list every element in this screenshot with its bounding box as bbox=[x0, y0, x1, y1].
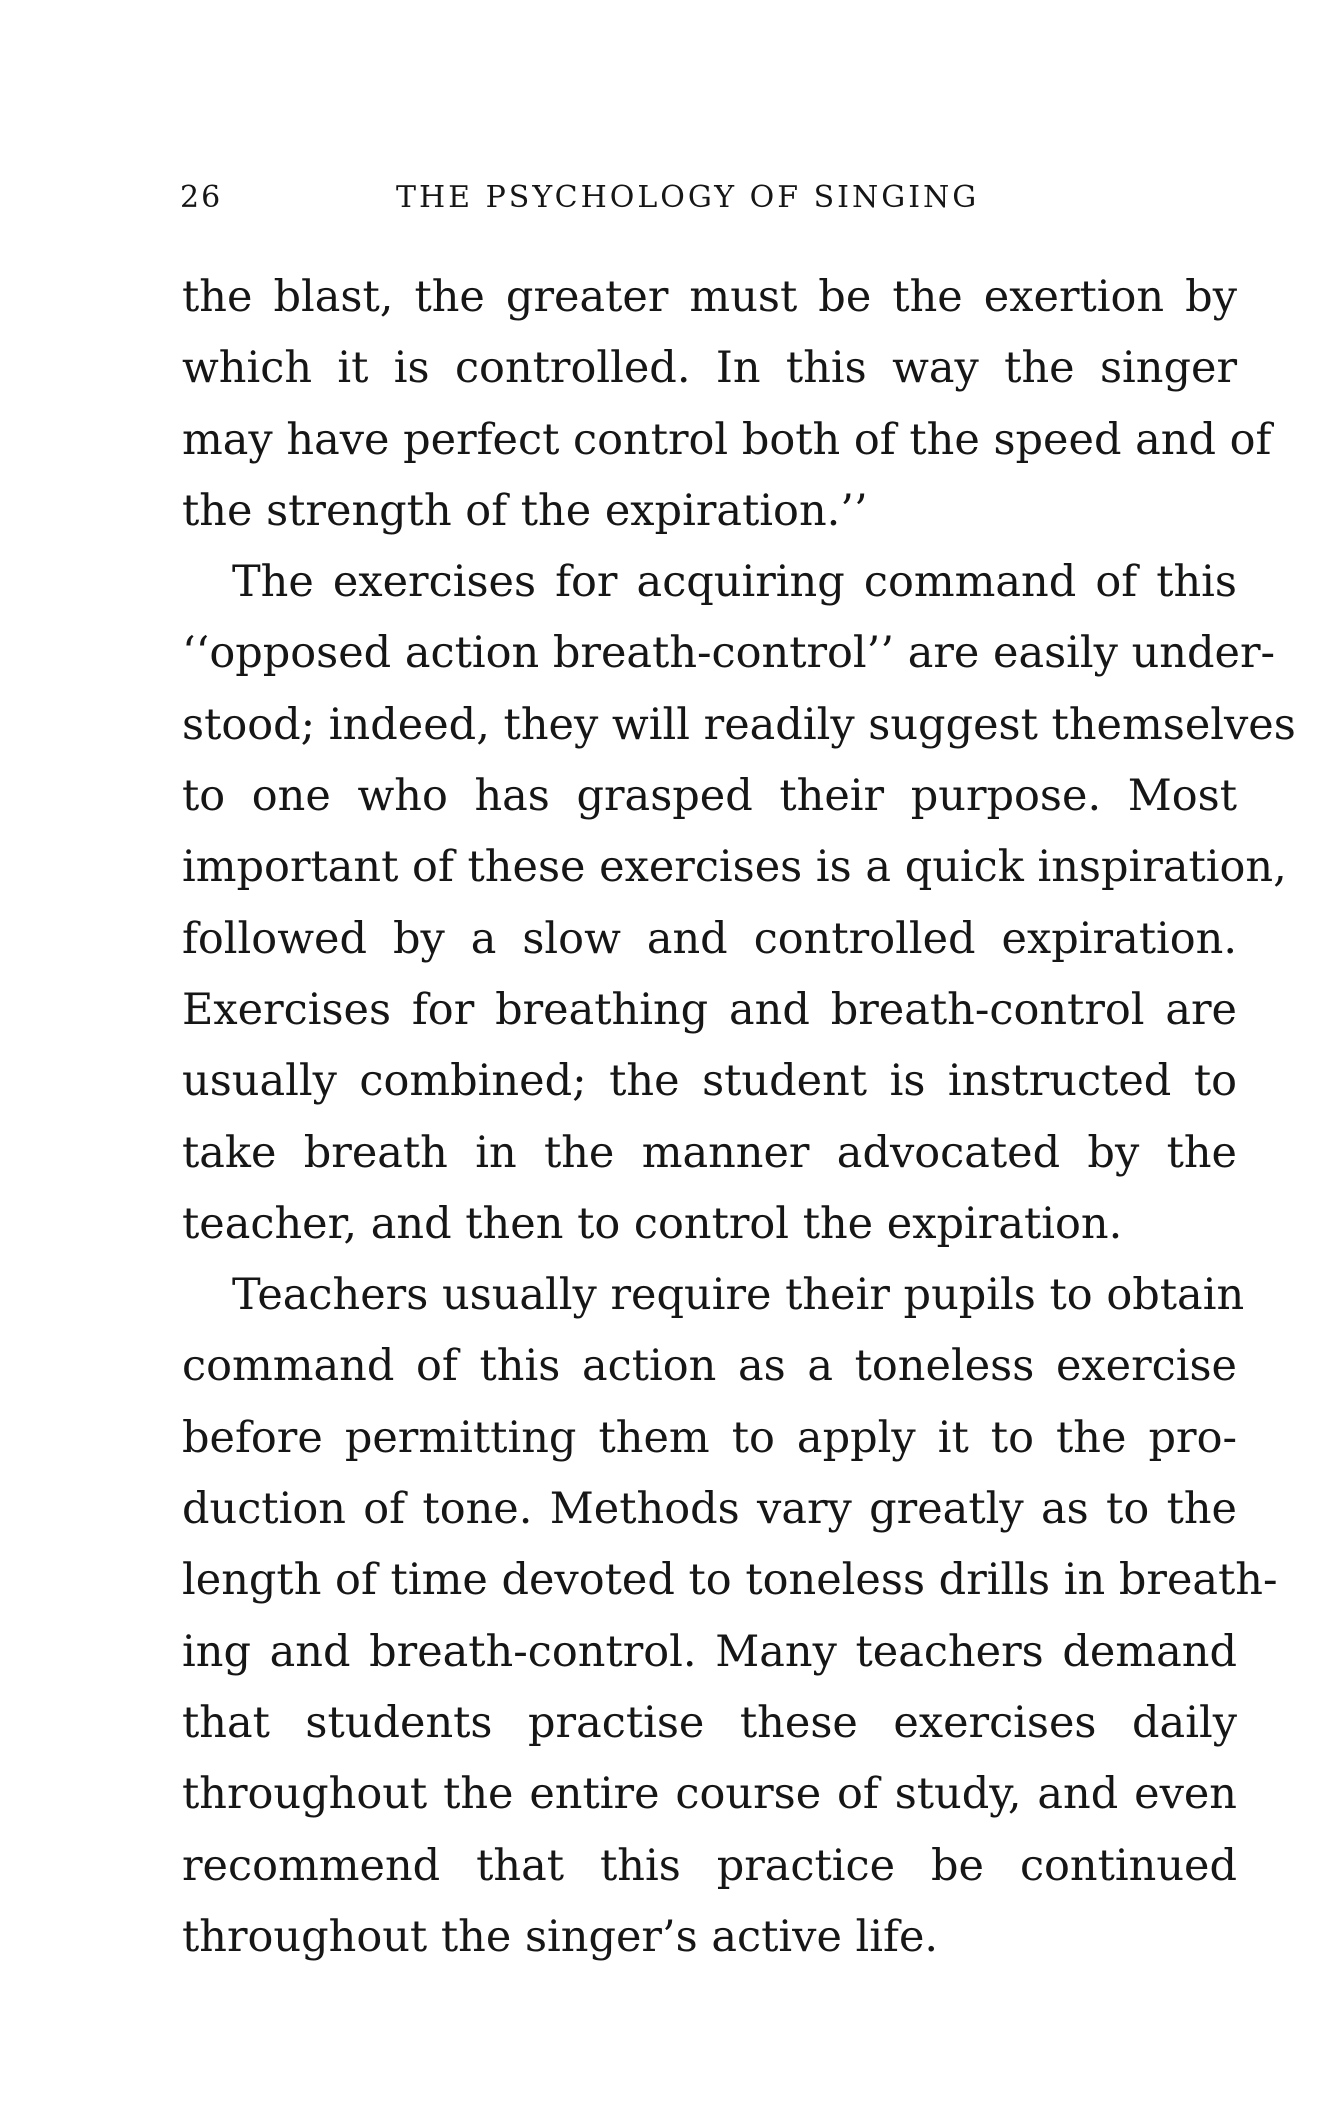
text-line: stood; indeed, they will readily suggest themselves bbox=[182, 699, 1296, 750]
page-number: 26 bbox=[180, 180, 223, 215]
text-line: take breath in the manner advocated by the bbox=[182, 1127, 1237, 1178]
running-head bbox=[180, 178, 1016, 218]
text-line: length of time devoted to toneless drills in breath- bbox=[182, 1555, 1278, 1606]
text-line: the blast, the greater must be the exertion by bbox=[182, 272, 1237, 322]
paragraph-exercises bbox=[182, 547, 1296, 1260]
text-line: duction of tone. Methods vary greatly as to the bbox=[182, 1484, 1237, 1535]
text-line: throughout the entire course of study, and even bbox=[182, 1769, 1237, 1820]
text-line: Exercises for breathing and breath-control are bbox=[182, 984, 1237, 1035]
paragraph-continued bbox=[182, 262, 1272, 547]
text-line: may have perfect control both of the speed and of bbox=[182, 414, 1272, 465]
text-line: recommend that this practice be continued bbox=[182, 1840, 1237, 1891]
text-line: usually combined; the student is instructed to bbox=[182, 1056, 1237, 1107]
text-line: followed by a slow and controlled expiration. bbox=[182, 913, 1237, 964]
text-line: throughout the singer’s active life. bbox=[182, 1911, 939, 1962]
text-line: the strength of the expiration.’’ bbox=[182, 485, 868, 536]
text-line: ‘‘opposed action breath-control’’ are easily under- bbox=[182, 628, 1276, 679]
text-line: which it is controlled. In this way the singer bbox=[182, 343, 1237, 394]
text-line: Teachers usually require their pupils to obtain bbox=[232, 1270, 1245, 1321]
text-line: teacher, and then to control the expiration. bbox=[182, 1198, 1123, 1249]
text-line: command of this action as a toneless exercise bbox=[182, 1341, 1237, 1392]
text-line: that students practise these exercises daily bbox=[182, 1697, 1237, 1748]
body-text bbox=[182, 262, 1296, 1973]
text-line: before permitting them to apply it to the pro- bbox=[182, 1412, 1237, 1463]
running-title: THE PSYCHOLOGY OF SINGING bbox=[396, 180, 980, 215]
text-line: The exercises for acquiring command of this bbox=[232, 557, 1237, 608]
text-line: to one who has grasped their purpose. Most bbox=[182, 771, 1237, 822]
text-line: important of these exercises is a quick inspiration, bbox=[182, 842, 1287, 893]
text-line: ing and breath-control. Many teachers demand bbox=[182, 1626, 1237, 1677]
paragraph-teachers bbox=[182, 1260, 1278, 1973]
